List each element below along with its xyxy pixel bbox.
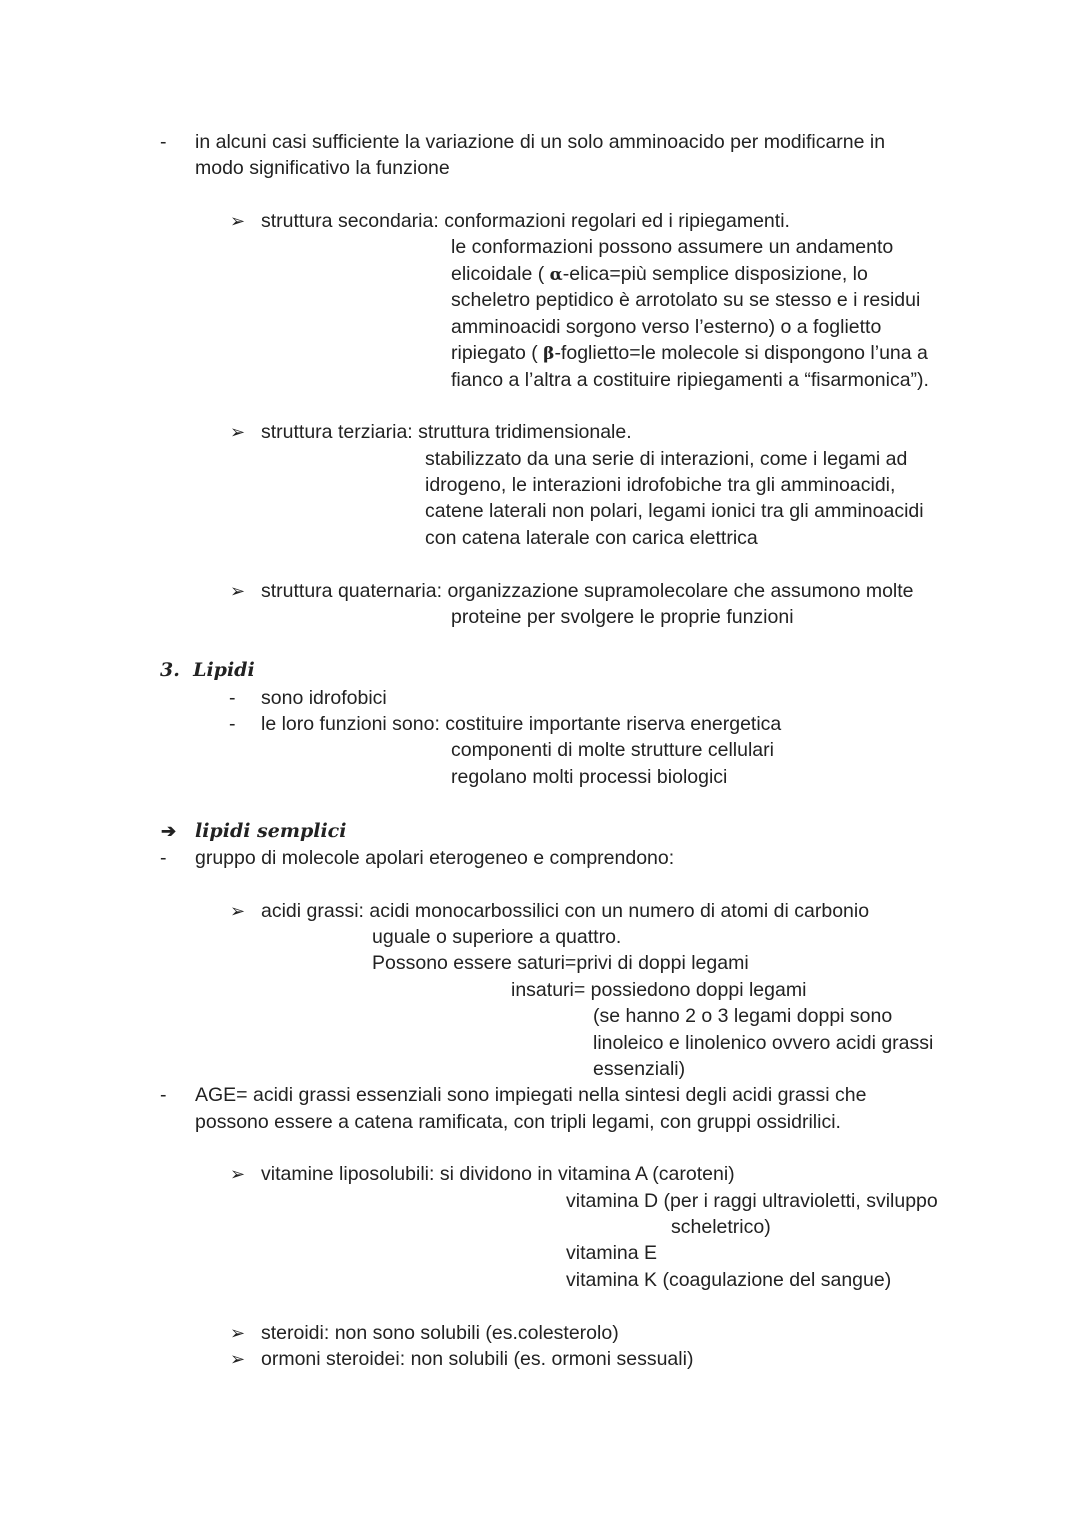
- arrow-bullet-icon: ➢: [230, 211, 246, 231]
- intro-line-1: in alcuni casi sufficiente la variazione di un solo amminoacido per modificarne in: [195, 131, 886, 153]
- lipids-functions-label: le loro funzioni sono:: [261, 713, 440, 735]
- dash-bullet: -: [160, 131, 167, 153]
- fatty-acids-line: [261, 898, 869, 924]
- secondary-line-2a: elicoidale (: [451, 263, 550, 285]
- tertiary-structure-first: struttura tridimensionale.: [418, 421, 632, 443]
- arrow-bullet-icon: ➢: [230, 1164, 246, 1184]
- secondary-structure-first: conformazioni regolari ed i ripiegamenti.: [444, 210, 790, 232]
- secondary-line-5b: -foglietto=le molecole si dispongono l’una a: [554, 342, 928, 364]
- age-line-1: AGE= acidi grassi essenziali sono impiegati nella sintesi degli acidi grassi che: [195, 1084, 867, 1106]
- vitamins-first: si dividono in vitamina A (caroteni): [439, 1163, 735, 1185]
- fatty-acids-line-2: uguale o superiore a quattro.: [372, 926, 622, 948]
- simple-lipids-desc: gruppo di molecole apolari eterogeneo e comprendono:: [195, 847, 675, 869]
- hormones-line: ormoni steroidei: non solubili (es. ormoni sessuali): [261, 1348, 694, 1370]
- arrow-bullet-icon: ➢: [230, 1323, 246, 1343]
- vitamin-d-line-1: vitamina D (per i raggi ultravioletti, sviluppo: [566, 1190, 938, 1212]
- fatty-acids-first: acidi monocarbossilici con un numero di atomi di carbonio: [369, 900, 870, 922]
- secondary-line-1: le conformazioni possono assumere un andamento: [451, 236, 894, 258]
- secondary-structure-line: [261, 208, 790, 234]
- secondary-line-5a: ripiegato (: [451, 342, 544, 364]
- age-line-2: possono essere a catena ramificata, con tripli legami, con gruppi ossidrilici.: [195, 1111, 841, 1133]
- steroids-line: steroidi: non sono solubili (es.colesterolo): [261, 1322, 619, 1344]
- intro-line-2: modo significativo la funzione: [195, 157, 450, 179]
- lipids-functions-line-1: componenti di molte strutture cellulari: [451, 739, 774, 761]
- lipids-functions-first: costituire importante riserva energetica: [445, 713, 782, 735]
- quaternary-line-1: proteine per svolgere le proprie funzioni: [451, 606, 794, 628]
- right-arrow-icon: ➔: [161, 821, 177, 841]
- beta-symbol: β: [543, 344, 555, 364]
- secondary-line-2b: -elica=più semplice disposizione, lo: [562, 263, 868, 285]
- tertiary-structure-label: struttura terziaria:: [261, 421, 413, 443]
- lipids-point-2: [261, 711, 781, 737]
- lipids-number: 3.: [160, 659, 180, 681]
- lipids-point-1: sono idrofobici: [261, 687, 387, 709]
- fatty-acids-line-3: Possono essere saturi=privi di doppi legami: [372, 952, 749, 974]
- arrow-bullet-icon: ➢: [230, 1349, 246, 1369]
- dash-bullet: -: [160, 1084, 167, 1106]
- quaternary-structure-first: organizzazione supramolecolare che assumono molte: [447, 580, 914, 602]
- fatty-acids-line-6: linoleico e linolenico ovvero acidi grassi: [593, 1032, 934, 1054]
- alpha-symbol: α: [549, 265, 563, 285]
- tertiary-line-4: con catena laterale con carica elettrica: [425, 527, 758, 549]
- arrow-bullet-icon: ➢: [230, 581, 246, 601]
- simple-lipids-heading: lipidi semplici: [195, 820, 347, 842]
- vitamins-label: vitamine liposolubili:: [261, 1163, 435, 1185]
- dash-bullet: -: [229, 713, 236, 735]
- secondary-line-3: scheletro peptidico è arrotolato su se stesso e i residui: [451, 289, 921, 311]
- secondary-line-2: [451, 261, 868, 288]
- tertiary-structure-line: [261, 419, 632, 445]
- secondary-structure-label: struttura secondaria:: [261, 210, 439, 232]
- vitamin-d-line-2: scheletrico): [671, 1216, 771, 1238]
- tertiary-line-2: idrogeno, le interazioni idrofobiche tra gli amminoacidi,: [425, 474, 896, 496]
- vitamin-k-line: vitamina K (coagulazione del sangue): [566, 1269, 892, 1291]
- secondary-line-4: amminoacidi sorgono verso l’esterno) o a foglietto: [451, 316, 882, 338]
- dash-bullet: -: [229, 687, 236, 709]
- arrow-bullet-icon: ➢: [230, 422, 246, 442]
- arrow-bullet-icon: ➢: [230, 901, 246, 921]
- lipids-heading: [160, 657, 255, 683]
- secondary-line-6: fianco a l’altra a costituire ripiegamenti a “fisarmonica”).: [451, 369, 929, 391]
- quaternary-structure-label: struttura quaternaria:: [261, 580, 443, 602]
- lipids-title: Lipidi: [193, 659, 255, 681]
- quaternary-structure-line: [261, 578, 914, 604]
- fatty-acids-line-5: (se hanno 2 o 3 legami doppi sono: [593, 1005, 893, 1027]
- secondary-line-5: [451, 340, 928, 367]
- vitamins-line: [261, 1161, 735, 1187]
- fatty-acids-line-4: insaturi= possiedono doppi legami: [511, 979, 807, 1001]
- tertiary-line-3: catene laterali non polari, legami ionici tra gli amminoacidi: [425, 500, 924, 522]
- lipids-functions-line-2: regolano molti processi biologici: [451, 766, 728, 788]
- tertiary-line-1: stabilizzato da una serie di interazioni, come i legami ad: [425, 448, 908, 470]
- vitamin-e-line: vitamina E: [566, 1242, 658, 1264]
- fatty-acids-line-7: essenziali): [593, 1058, 686, 1080]
- dash-bullet: -: [160, 847, 167, 869]
- fatty-acids-label: acidi grassi:: [261, 900, 364, 922]
